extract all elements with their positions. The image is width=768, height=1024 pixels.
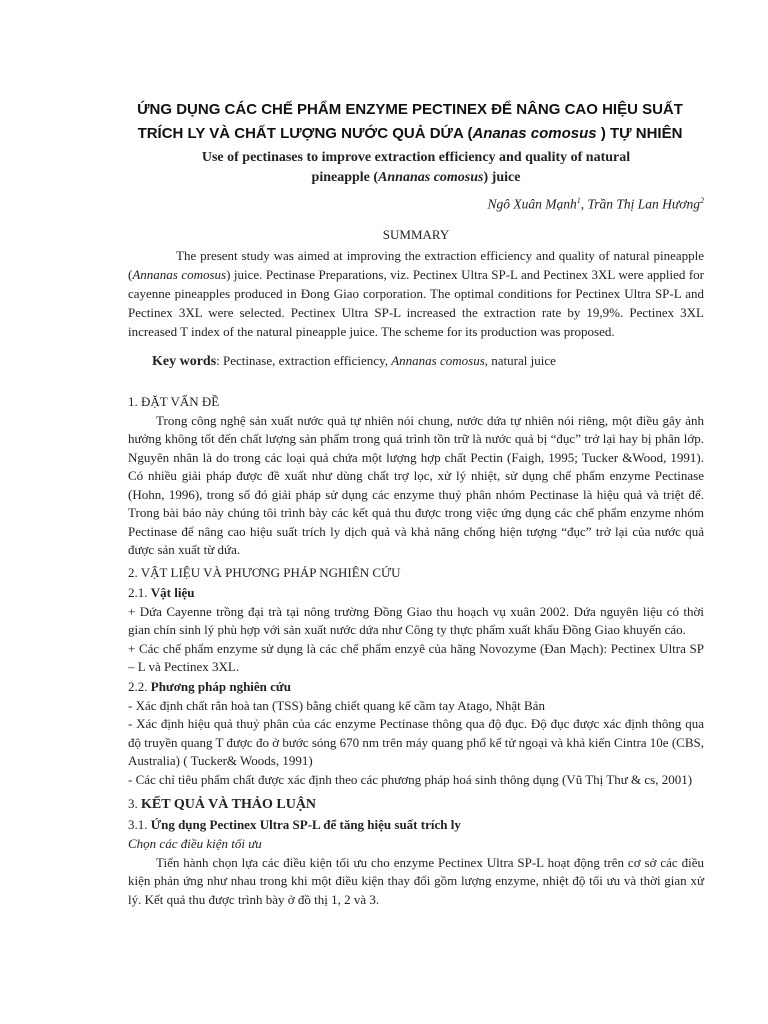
title-line-1: ỨNG DỤNG CÁC CHẾ PHẨM ENZYME PECTINEX ĐỂ NÂNG CAO HIỆU SUẤT [137,101,683,118]
subtitle-line-2c: ) juice [483,170,521,185]
section-2-1-title: Vật liệu [150,584,195,600]
section-2-1-heading [128,583,704,603]
subtitle-species: Annanas comosus [378,170,484,185]
section-3-1-paragraph: Tiến hành chọn lựa các điều kiện tối ưu cho enzyme Pectinex Ultra SP-L hoạt động trên cơ sở các điều kiện phản ứng như nhau trong khi một điều kiện thay đổi gồm lượng enzyme, nhiệt độ tối ưu và thời gian xử lý. Kết quả thu được trình bày ở đồ thị 1, 2 và 3. [128,854,704,907]
section-2-1-item-2: + Các chế phẩm enzyme sử dụng là các chế phẩm enzyê của hãng Novozyme (Đan Mạch): Pectinex Ultra SP – L và Pectinex 3XL. [128,640,704,674]
section-3-1-title: Ứng dụng Pectinex Ultra SP-L để tăng hiệu suất trích ly [150,817,461,832]
author-1-affiliation: 1 [576,196,581,205]
author-1: Ngô Xuân Mạnh [487,196,577,212]
paper-title [116,0,704,146]
summary-part-a: The present study was aimed at improving the extraction efficiency and quality of natural pineapple ( [128,247,704,282]
keywords-part-c: , natural juice [484,352,556,368]
section-3-1-number: 3.1. [128,817,151,832]
keywords-species: Annanas comosus [391,352,485,368]
title-line-2c: ) TỰ NHIÊN [596,125,683,142]
section-2-2-item-2: - Xác định hiệu quả thuỷ phân của các enzyme Pectinase thông qua độ đục. Độ đục được xác định thông qua độ truyền quang T được đo ở bước sóng 670 nm trên máy quang phổ kế tử ngoại và khả kiến Cintra 10e (CBS, Australia) ( Tucker& Woods, 1991) [128,716,704,768]
title-species: Ananas comosus [472,125,597,142]
section-2-2-number: 2.2. [128,678,151,694]
section-2-2-item-1: - Xác định chất rắn hoà tan (TSS) bằng chiết quang kế cầm tay Atago, Nhật Bản [128,697,545,713]
author-2-affiliation: 2 [700,196,704,205]
subtitle-line-2a: pineapple ( [311,170,379,185]
section-2-heading: 2. VẬT LIỆU VÀ PHƯƠNG PHÁP NGHIÊN CỨU [128,564,401,580]
keywords [128,351,704,372]
section-2-1-item-1: + Dứa Cayenne trồng đại trà tại nông trường Đồng Giao thu hoạch vụ xuân 2002. Dứa nguyên liệu có thời gian chín sinh lý phù hợp với sản xuất nước dứa như Công ty thực phẩm xuất khẩu Đồng Giao khuyến cáo. [128,603,704,637]
section-1-heading: 1. ĐẶT VẤN ĐỀ [128,393,220,409]
section-3-heading [128,794,704,815]
section-2-2-heading [128,677,704,697]
keywords-part-a: : Pectinase, extraction efficiency, [216,352,392,368]
section-3-number: 3. [128,796,141,811]
section-3-1-heading [128,815,704,835]
author-separator: , [580,196,588,212]
section-2-2-title: Phương pháp nghiên cứu [150,678,291,694]
keywords-label: Key words [152,353,217,369]
section-2-1-number: 2.1. [128,584,151,600]
section-3-title: KẾT QUẢ VÀ THẢO LUẬN [141,797,317,812]
summary-part-c: ) juice. Pectinase Preparations, viz. Pectinex Ultra SP-L and Pectinex 3XL were applied for cayenne pineapples produced in Đong Giao corporation. The optimal conditions for Pectinex Ultra SP-L and Pectinex 3XL were selected. Pectinex Ultra SP-L increased the extraction rate by 19,9%. Pectinex 3XL increased T index of the natural pineapple juice. The scheme for its production was proposed. [128,266,704,339]
title-line-2a: TRÍCH LY VÀ CHẤT LƯỢNG NƯỚC QUẢ DỨA ( [137,125,473,142]
summary-text [128,246,704,341]
section-3-1-subheading: Chọn các điều kiện tối ưu [128,836,262,851]
summary-species: Annanas comosus [132,266,227,282]
paper-subtitle [128,148,704,188]
author-2: Trần Thị Lan Hương [587,196,700,212]
section-2-2-item-3: - Các chỉ tiêu phẩm chất được xác định theo các phương pháp hoá sinh thông dụng (Vũ Thị Thư & cs, 2001) [128,771,693,787]
authors [128,190,704,216]
section-1-paragraph: Trong công nghệ sản xuất nước quả tự nhiên nói chung, nước dứa tự nhiên nói riêng, một điều gây ảnh hưởng không tốt đến chất lượng sản phẩm trong quá trình tồn trữ là nước quả bị “đục” trở lại hay bị phân lớp. Nguyên nhân là do trong các loại quả chứa một lượng hợp chất Pectin (Faigh, 1995; Tucker &Wood, 1991). Có nhiều giải pháp được đề xuất như dùng chất trợ lọc, xử lý nhiệt, sử dụng chế phẩm enzyme Pectinase (Hohn, 1996), trong số đó giải pháp sử dụng các enzyme thuỷ phân nhóm Pectinase là hiệu quả và triệt để. Trong bài báo này chúng tôi trình bày các kết quả thu được trong việc ứng dụng các chế phẩm enzyme nhóm Pectinase để nâng cao hiệu suất trích ly dịch quả và khả năng chống hiện tượng “đục” trở lại của nước quả được sản xuất từ dứa. [128,412,704,557]
subtitle-line-1: Use of pectinases to improve extraction efficiency and quality of natural [201,150,631,165]
summary-heading: SUMMARY [382,226,450,242]
